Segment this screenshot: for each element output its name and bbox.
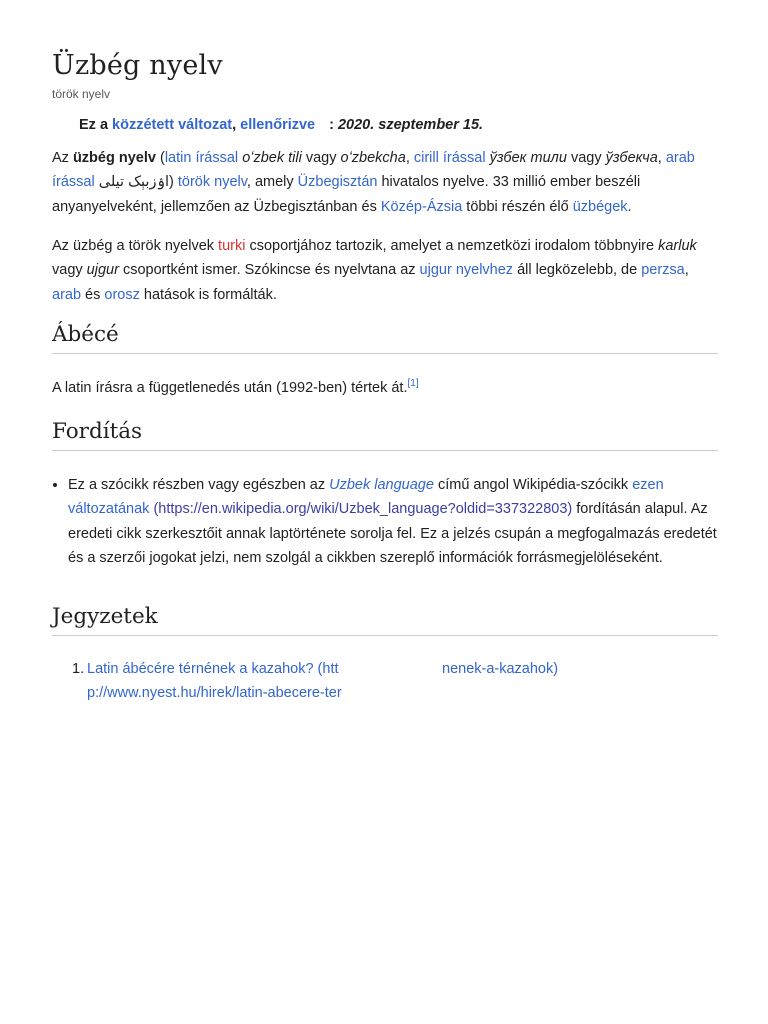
- revision-link[interactable]: ezen változatának: [68, 477, 664, 518]
- page-subtitle: török nyelv: [52, 87, 111, 101]
- revision-url-link[interactable]: (https://en.wikipedia.org/wiki/Uzbek_language?oldid=337322803): [153, 501, 573, 518]
- flagged-date: 2020. szeptember 15.: [337, 117, 484, 133]
- text: többi részén élő: [462, 198, 573, 215]
- uzbeks-link[interactable]: üzbégek: [572, 198, 628, 215]
- reference-link-line-1[interactable]: Latin ábécére térnének a kazahok? (htt: [87, 661, 339, 677]
- reference-link[interactable]: [87, 657, 372, 705]
- italic-term: oʻzbek tili: [242, 150, 302, 166]
- page-title: Üzbég nyelv: [52, 50, 223, 81]
- italic-term: karluk: [658, 238, 697, 254]
- reference-number: 1.: [72, 661, 85, 677]
- flagged-comma: ,: [232, 117, 241, 133]
- arabic-link[interactable]: arab: [52, 286, 82, 303]
- text: Az: [52, 150, 73, 166]
- text: (: [155, 150, 165, 166]
- turkic-language-link[interactable]: török nyelv: [177, 174, 247, 191]
- text: csoportjához tartozik, amelyet a nemzetközi irodalom többnyire: [245, 238, 659, 254]
- reference-link-line-3[interactable]: nenek-a-kazahok): [442, 661, 559, 677]
- text: A latin írásra a függetlenedés után (1992-ben) tértek át.: [52, 380, 408, 396]
- flagged-colon: :: [329, 117, 338, 133]
- turki-link[interactable]: turki: [218, 238, 246, 254]
- text: csoportként ismer. Szókincse és nyelvtana az: [118, 262, 420, 279]
- text: vagy: [566, 150, 606, 166]
- reference-link[interactable]: [1]: [407, 378, 419, 390]
- section-heading-jegyzetek: Jegyzetek: [52, 604, 718, 636]
- text: fordításán alapul. Az eredeti cikk szerkesztőit annak laptörténete sorolja fel. Ez a jelzés csupán a megfogalmazás eredetét és a szerzői jogokat jelzi, nem szolgál a cikkben szereplő információk forrásmegjelöléseként.: [68, 501, 717, 566]
- reference-item: [52, 657, 718, 707]
- italic-term: oʻzbekcha: [340, 150, 406, 166]
- text: ): [169, 174, 178, 191]
- uzbekistan-link[interactable]: Üzbegisztán: [297, 174, 378, 191]
- reviewed-link[interactable]: ellenőrizve: [240, 117, 316, 133]
- cyrillic-script-link[interactable]: cirill írással: [413, 150, 486, 166]
- section-heading-forditas: Fordítás: [52, 419, 718, 451]
- text: ,: [657, 150, 666, 166]
- text: .: [627, 198, 632, 215]
- text: hivatalos nyelve. 33 millió ember beszéli anyanyelveként, jellemzően az Üzbegisztánban és: [52, 174, 641, 215]
- text: ,: [405, 150, 414, 166]
- bold-term: üzbég nyelv: [72, 150, 156, 166]
- flagged-prefix: Ez a: [79, 117, 113, 133]
- text: vagy: [52, 262, 87, 279]
- text: című angol Wikipédia-szócikk: [433, 477, 633, 493]
- translation-notice-list: [52, 473, 718, 570]
- text: és: [81, 286, 105, 303]
- arabic-name: اۉزبېک تیلی: [98, 174, 169, 191]
- text: hatások is formálták.: [139, 286, 277, 303]
- latin-script-link[interactable]: latin írással: [164, 150, 239, 166]
- intro-paragraph: [52, 146, 718, 219]
- text: Ez a szócikk részben vagy egészben az: [68, 477, 330, 493]
- italic-term: ўзбек тили: [489, 150, 567, 166]
- reference-link-line-2[interactable]: p://www.nyest.hu/hirek/latin-abecere-ter: [87, 685, 342, 701]
- abece-paragraph: [52, 376, 718, 400]
- russian-link[interactable]: orosz: [104, 286, 140, 303]
- flagged-revision-notice: [79, 117, 483, 133]
- text: áll legközelebb, de: [513, 262, 642, 279]
- persian-link[interactable]: perzsa: [641, 262, 685, 279]
- central-asia-link[interactable]: Közép-Ázsia: [380, 198, 463, 215]
- section-heading-abece: Ábécé: [52, 322, 718, 354]
- translation-notice-item: [68, 473, 718, 570]
- text: vagy: [301, 150, 341, 166]
- text: Az üzbég a török nyelvek: [52, 238, 219, 254]
- italic-term: ўзбекча: [605, 150, 658, 166]
- text: ,: [684, 262, 689, 279]
- text: , amely: [246, 174, 298, 191]
- arabic-script-link[interactable]: arab írással: [52, 150, 695, 191]
- references-list: [52, 657, 718, 707]
- uzbek-language-link[interactable]: Uzbek language: [329, 477, 434, 493]
- classification-paragraph: [52, 234, 718, 307]
- italic-term: ujgur: [86, 262, 119, 279]
- uyghur-language-link[interactable]: ujgur nyelvhez: [419, 262, 514, 279]
- published-version-link[interactable]: közzétett változat: [112, 117, 233, 133]
